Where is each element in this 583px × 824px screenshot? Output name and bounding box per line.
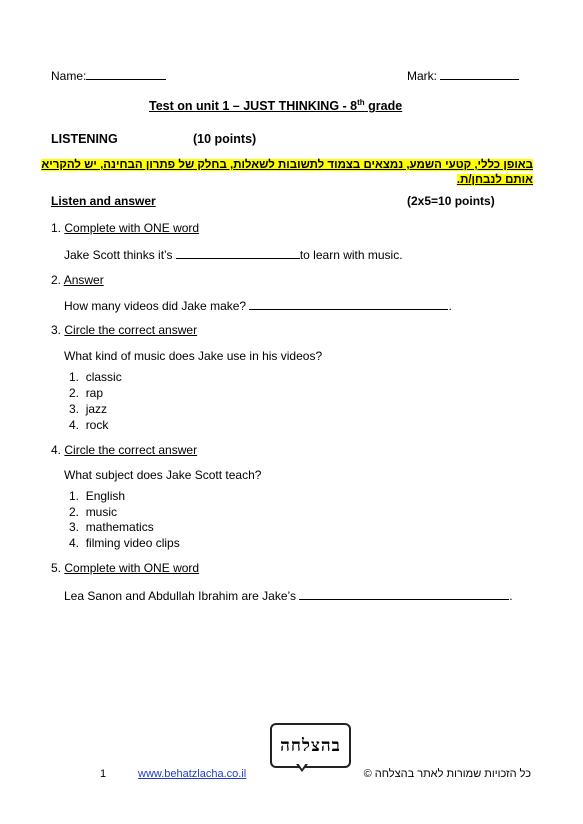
name-field[interactable]: [51, 68, 166, 83]
option-text: rock: [85, 418, 109, 432]
question-3-prompt: What kind of music does Jake use in his videos?: [64, 349, 323, 363]
option[interactable]: [69, 417, 122, 433]
question-1-body: [64, 247, 403, 262]
mark-field[interactable]: [407, 68, 519, 83]
option-number: 4.: [69, 536, 80, 551]
notice-line-1: באופן כללי, קטעי השמע, נמצאים בצמוד לתשובות לשאלות, בחלק של פתרון הבחינה, יש להקריא: [41, 159, 533, 171]
option-number: 2.: [69, 504, 80, 519]
instructions-title: Listen and answer: [51, 194, 156, 208]
question-text-after: to learn with music.: [299, 248, 403, 262]
name-label: Name:: [51, 69, 87, 83]
hebrew-notice: [41, 158, 533, 188]
site-logo: [270, 723, 351, 768]
option-text: jazz: [85, 402, 108, 416]
option[interactable]: [69, 369, 122, 385]
option-text: classic: [85, 370, 122, 384]
mark-blank[interactable]: [440, 68, 519, 80]
option-number: 4.: [69, 418, 80, 432]
question-number: 5.: [51, 561, 62, 575]
question-title: Complete with ONE word: [64, 221, 200, 235]
title-main: Test on unit 1 – JUST THINKING - 8: [149, 99, 358, 114]
notice-line-2: אותם לנבחן/ת.: [456, 174, 533, 186]
question-2-heading: [51, 273, 104, 287]
logo-text: בהצלחה: [280, 735, 341, 756]
name-blank[interactable]: [86, 68, 166, 80]
question-3-options: [69, 369, 122, 433]
option[interactable]: [69, 505, 180, 521]
question-title: Circle the correct answer: [64, 323, 198, 337]
question-4-heading: [51, 443, 197, 457]
question-4-options: [69, 489, 180, 552]
question-number: 3.: [51, 323, 62, 337]
answer-blank[interactable]: [176, 247, 300, 259]
question-2-body: [64, 298, 452, 313]
option[interactable]: [69, 385, 122, 401]
option-text: rap: [85, 386, 104, 400]
option[interactable]: [69, 536, 180, 552]
page-number: 1: [100, 768, 107, 780]
option-number: 3.: [69, 520, 80, 535]
option-text: music: [85, 504, 118, 519]
question-title: Answer: [63, 273, 104, 287]
question-text: How many videos did Jake make?: [64, 299, 247, 313]
title-end: grade: [364, 99, 403, 114]
question-number: 4.: [51, 443, 62, 457]
option-text: English: [85, 489, 126, 503]
copyright-notice: כל הזכויות שמורות לאתר בהצלחה ©: [363, 768, 531, 780]
question-title: Circle the correct answer: [64, 443, 198, 457]
website-link[interactable]: www.behatzlacha.co.il: [138, 768, 247, 780]
instructions-points: (2x5=10 points): [407, 194, 495, 208]
option-number: 3.: [69, 402, 80, 416]
option[interactable]: [69, 489, 180, 505]
option-number: 2.: [69, 386, 80, 400]
question-5-body: [64, 588, 513, 603]
question-text: Lea Sanon and Abdullah Ibrahim are Jake’s: [64, 589, 296, 603]
option-number: 1.: [69, 489, 80, 503]
page-title: [149, 98, 402, 113]
option[interactable]: [69, 401, 122, 417]
section-points: (10 points): [193, 132, 257, 146]
question-4-prompt: What subject does Jake Scott teach?: [64, 468, 262, 482]
title-superscript: th: [357, 98, 365, 107]
option-text: filming video clips: [85, 536, 180, 551]
question-text-after: .: [509, 589, 513, 603]
answer-blank[interactable]: [249, 298, 448, 310]
option-text: mathematics: [85, 520, 154, 535]
logo-speech-tail-inner: [298, 763, 306, 769]
option[interactable]: [69, 520, 180, 536]
mark-label: Mark:: [407, 69, 437, 83]
question-5-heading: [51, 561, 199, 575]
question-number: 1.: [51, 221, 62, 235]
question-title: Complete with ONE word: [64, 561, 200, 575]
question-3-heading: [51, 323, 197, 337]
option-number: 1.: [69, 370, 80, 384]
section-heading: LISTENING: [51, 132, 118, 146]
question-number: 2.: [51, 273, 62, 287]
question-1-heading: [51, 221, 199, 235]
question-text-after: .: [448, 299, 452, 313]
question-text: Jake Scott thinks it’s: [64, 248, 173, 262]
answer-blank[interactable]: [299, 588, 509, 600]
